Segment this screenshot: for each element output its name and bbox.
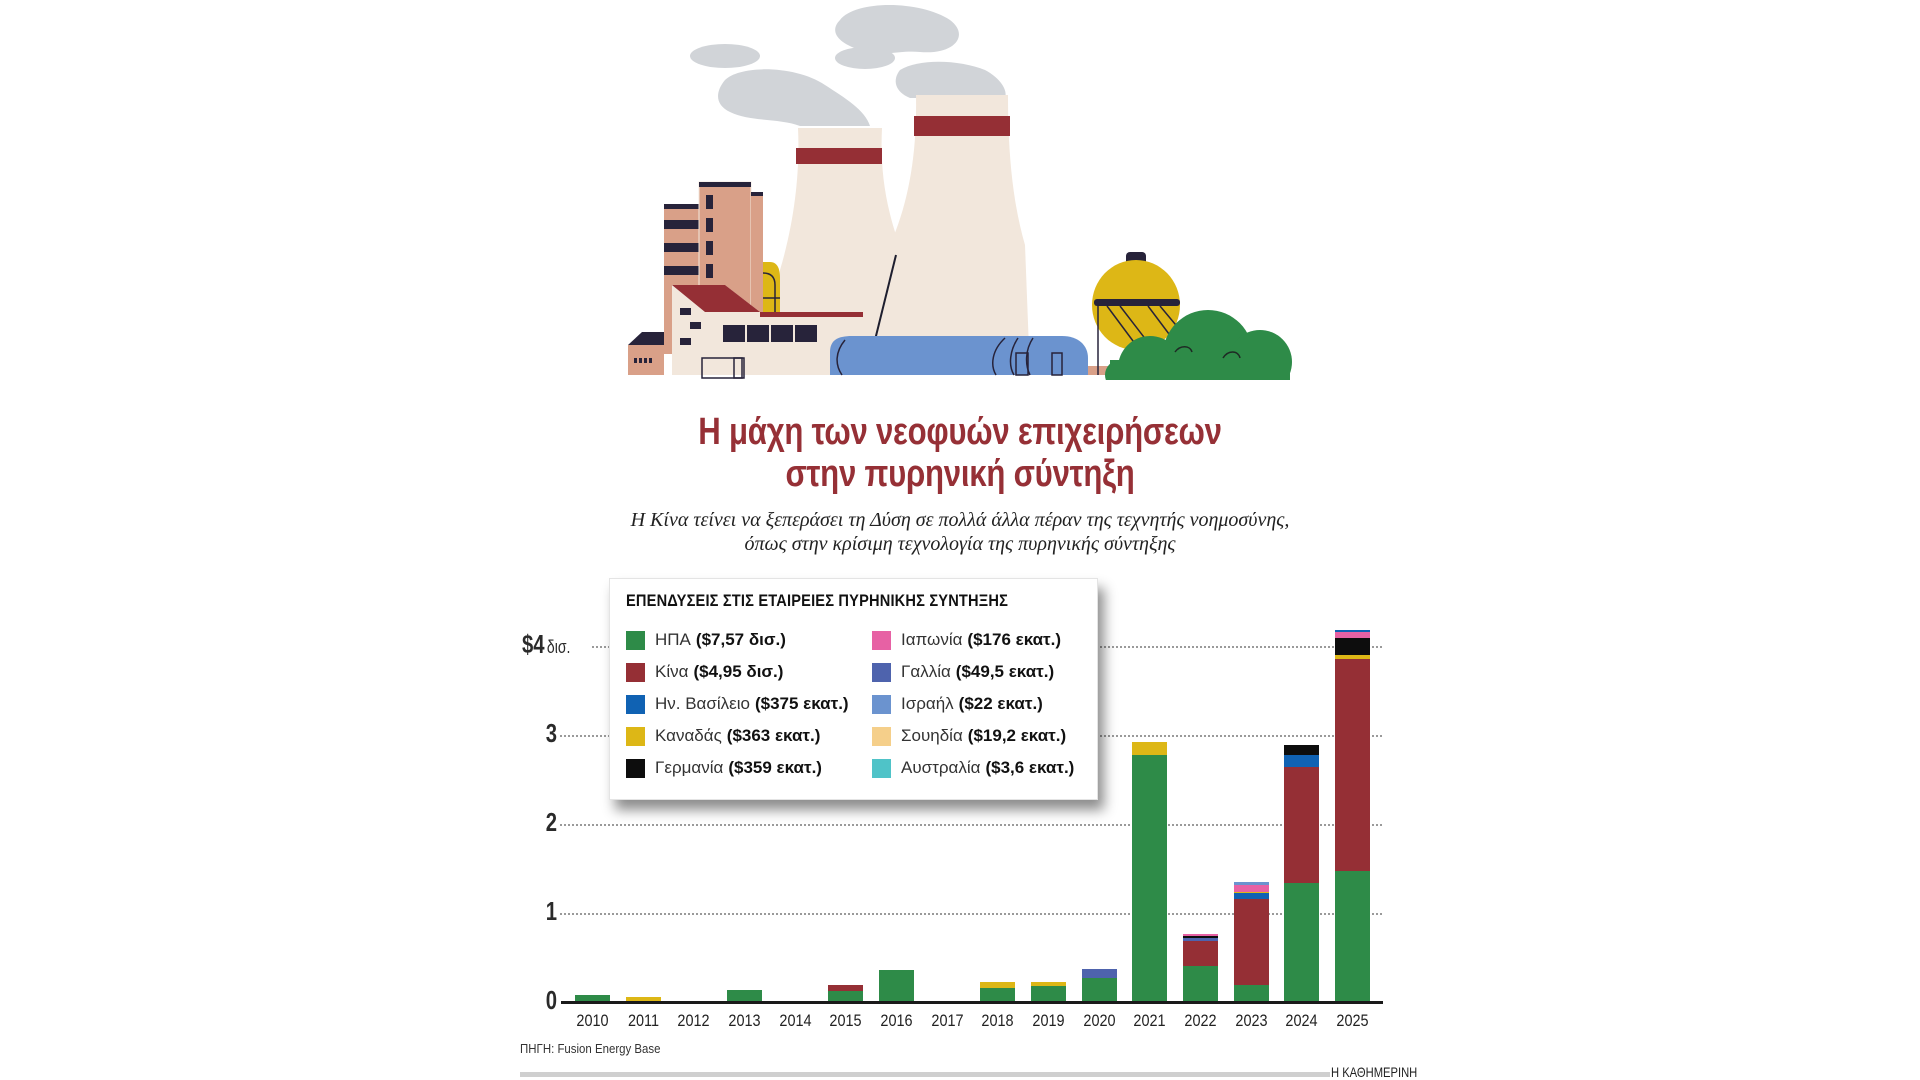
legend-item: [626, 725, 820, 747]
legend-swatch: [626, 695, 645, 714]
cooling-tower-right: [888, 95, 1030, 375]
legend-item: [872, 757, 1074, 779]
bar-2016[interactable]: [879, 970, 914, 1002]
bar-segment-2025: [1335, 655, 1370, 659]
bar-segment-2022: [1183, 966, 1218, 1002]
legend-box: [609, 578, 1098, 800]
x-tick-label: 2018: [981, 1011, 1014, 1030]
subtitle-line-1: Η Κίνα τείνει να ξεπεράσει τη Δύση σε πολλά άλλα πέραν της τεχνητής νοημοσύνης,: [630, 509, 1290, 531]
legend-swatch: [872, 631, 891, 650]
bar-2022[interactable]: [1183, 934, 1218, 1002]
legend-item: [626, 757, 822, 779]
legend-value: ($22 εκατ.): [958, 694, 1043, 713]
legend-value: ($176 εκατ.): [967, 630, 1062, 649]
x-tick-label: 2014: [779, 1011, 812, 1030]
tank-icon: [830, 336, 1088, 375]
bar-2018[interactable]: [980, 982, 1015, 1002]
bar-segment-2022: [1183, 941, 1218, 966]
bar-segment-2021: [1132, 755, 1167, 1002]
gridline-2: [560, 824, 1382, 826]
bar-2020[interactable]: [1082, 969, 1117, 1002]
bar-segment-2025: [1335, 659, 1370, 871]
legend-value: ($7,57 δισ.): [695, 630, 786, 649]
bar-segment-2020: [1082, 978, 1117, 1002]
bar-segment-2024: [1284, 745, 1319, 756]
legend-swatch: [872, 759, 891, 778]
legend-value: ($363 εκατ.): [726, 726, 821, 745]
legend-item: [872, 629, 1061, 651]
subtitle-line-2: όπως στην κρίσιμη τεχνολογία της πυρηνικής σύντηξης: [744, 533, 1176, 555]
x-tick-label: 2023: [1235, 1011, 1268, 1030]
y-tick-label: 2: [545, 807, 557, 837]
bar-segment-2025: [1335, 632, 1370, 638]
y-tick-label: 1: [545, 896, 557, 926]
legend-label: Ιαπωνία: [901, 630, 963, 649]
bar-segment-2016: [879, 970, 914, 1002]
legend-value: ($19,2 εκατ.): [967, 726, 1067, 745]
bar-segment-2019: [1031, 986, 1066, 1002]
bar-segment-2025: [1335, 630, 1370, 632]
bar-segment-2022: [1183, 934, 1218, 936]
nuclear-plant-illustration: [620, 0, 1300, 380]
bar-segment-2023: [1234, 882, 1269, 885]
bar-segment-2025: [1335, 871, 1370, 1002]
bar-segment-2023: [1234, 892, 1269, 894]
legend-value: ($49,5 εκατ.): [955, 662, 1055, 681]
x-tick-label: 2017: [931, 1011, 964, 1030]
bar-2025[interactable]: [1335, 630, 1370, 1002]
bar-segment-2024: [1284, 767, 1319, 883]
legend-swatch: [872, 727, 891, 746]
legend-swatch: [872, 663, 891, 682]
bar-segment-2023: [1234, 893, 1269, 898]
bar-segment-2018: [980, 988, 1015, 1002]
legend-item: [872, 693, 1043, 715]
bar-2023[interactable]: [1234, 882, 1269, 1002]
brand-logo: Η ΚΑΘΗΜΕΡΙΝΗ: [1331, 1064, 1418, 1080]
legend-swatch: [626, 663, 645, 682]
bar-segment-2022: [1183, 936, 1218, 938]
legend-label: ΗΠΑ: [655, 630, 691, 649]
bar-segment-2018: [980, 982, 1015, 988]
x-tick-label: 2013: [728, 1011, 761, 1030]
legend-swatch: [626, 631, 645, 650]
y-tick-label: 0: [545, 985, 557, 1015]
page-title-line-1: Η μάχη των νεοφυών επιχειρήσεων: [698, 411, 1222, 453]
legend-title: ΕΠΕΝΔΥΣΕΙΣ ΣΤΙΣ ΕΤΑΙΡΕΙΕΣ ΠΥΡΗΝΙΚΗΣ ΣΥΝΤΗΞΗΣ: [626, 591, 1009, 610]
page-title-line-2: στην πυρηνική σύντηξη: [785, 453, 1135, 495]
legend-value: ($3,6 εκατ.): [985, 758, 1075, 777]
legend-swatch: [872, 695, 891, 714]
bar-segment-2022: [1183, 938, 1218, 941]
x-tick-label: 2021: [1133, 1011, 1166, 1030]
bar-2019[interactable]: [1031, 982, 1066, 1002]
bar-segment-2023: [1234, 985, 1269, 1002]
bar-segment-2024: [1284, 883, 1319, 1002]
legend-label: Κίνα: [655, 662, 689, 681]
legend-value: ($359 εκατ.): [728, 758, 822, 777]
x-tick-label: 2010: [576, 1011, 609, 1030]
x-tick-label: 2012: [677, 1011, 710, 1030]
legend-label: Καναδάς: [655, 726, 722, 745]
bar-segment-2025: [1335, 638, 1370, 655]
legend-item: [626, 629, 786, 651]
x-tick-label: 2020: [1083, 1011, 1116, 1030]
x-tick-label: 2015: [829, 1011, 862, 1030]
bar-segment-2015: [828, 985, 863, 991]
x-tick-label: 2025: [1336, 1011, 1369, 1030]
bar-segment-2024: [1284, 755, 1319, 767]
legend-item: [872, 725, 1066, 747]
legend-label: Σουηδία: [901, 726, 963, 745]
x-tick-label: 2016: [880, 1011, 913, 1030]
source-note: ΠΗΓΗ: Fusion Energy Base: [520, 1041, 661, 1056]
bar-2024[interactable]: [1284, 745, 1319, 1002]
legend-label: Γερμανία: [655, 758, 724, 777]
bar-segment-2023: [1234, 899, 1269, 985]
bar-segment-2020: [1082, 969, 1117, 978]
y-tick-unit: δισ.: [546, 637, 571, 657]
x-tick-label: 2019: [1032, 1011, 1065, 1030]
y-tick-label: [522, 629, 598, 660]
y-tick-label: 3: [545, 718, 557, 748]
legend-item: [872, 661, 1054, 683]
footer-rule: [520, 1072, 1330, 1077]
legend-item: [626, 693, 849, 715]
x-tick-label: 2022: [1184, 1011, 1217, 1030]
x-axis-line: [561, 1001, 1383, 1004]
legend-label: Ην. Βασίλειο: [655, 694, 750, 713]
legend-label: Αυστραλία: [901, 758, 981, 777]
legend-swatch: [626, 727, 645, 746]
legend-label: Ισραήλ: [901, 694, 954, 713]
legend-item: [626, 661, 783, 683]
bar-segment-2021: [1132, 742, 1167, 754]
legend-swatch: [626, 759, 645, 778]
bar-segment-2019: [1031, 982, 1066, 986]
bar-2015[interactable]: [828, 985, 863, 1002]
legend-value: ($4,95 δισ.): [693, 662, 784, 681]
x-tick-label: 2024: [1285, 1011, 1318, 1030]
x-tick-label: 2011: [627, 1011, 659, 1030]
legend-label: Γαλλία: [901, 662, 951, 681]
bar-segment-2023: [1234, 885, 1269, 892]
y-tick-value: $4: [522, 629, 545, 659]
bar-2021[interactable]: [1132, 742, 1167, 1002]
legend-value: ($375 εκατ.): [754, 694, 849, 713]
